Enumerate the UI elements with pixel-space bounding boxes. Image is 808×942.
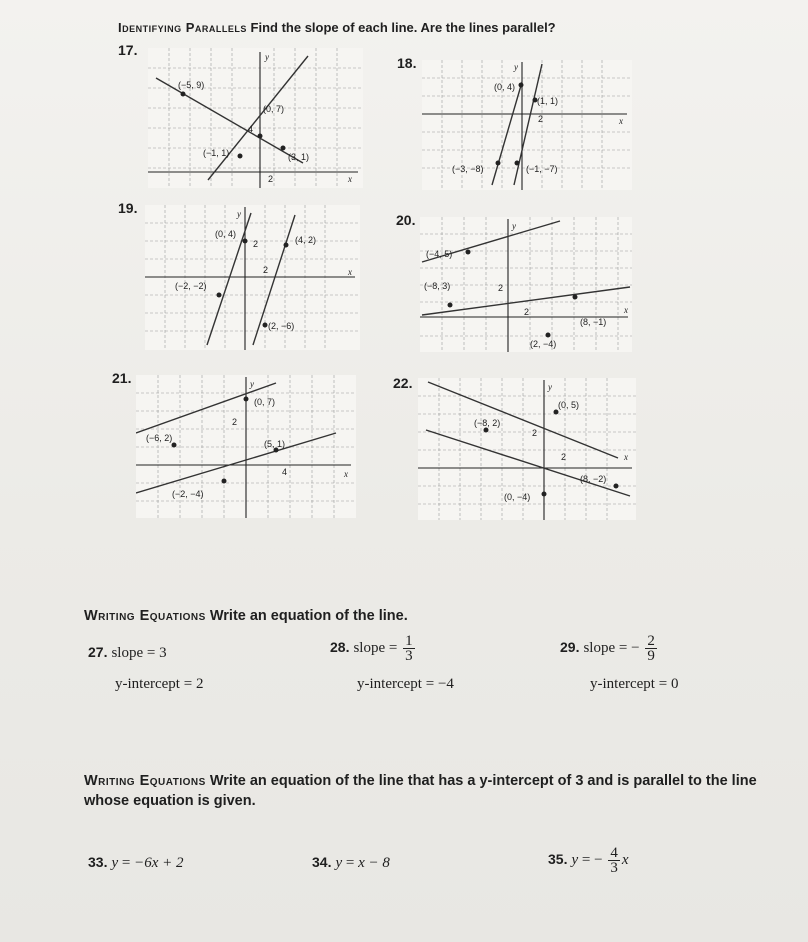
axis-label-y: y [548, 382, 552, 392]
graph-18-svg [422, 60, 632, 190]
graph-22 [418, 378, 636, 520]
line-a [156, 78, 303, 163]
problem-number-22: 22. [393, 375, 413, 391]
section-writing-equations-heading [84, 608, 408, 624]
section-title: Writing Equations [84, 608, 206, 624]
axis-label-y: y [265, 52, 269, 62]
axis-label-y: y [512, 221, 516, 231]
tick-label: 2 [498, 283, 504, 293]
graph-18 [422, 60, 632, 190]
axis-label-x: x [624, 452, 628, 462]
point-label: (8, −1) [580, 317, 607, 327]
point-label: (2, −6) [268, 321, 295, 331]
problem-number-18: 18. [397, 55, 417, 71]
slope-fraction: $\frac{1}{3}$ [405, 633, 413, 664]
axis-label-x: x [348, 174, 352, 184]
tick-label: 4 [248, 124, 254, 134]
point-label: (−8, 3) [424, 281, 451, 291]
section-instruction: Write an equation of the line that has a y-intercept of 3 and is parallel to the line whose equation is given. [84, 773, 757, 809]
point-label: (0, 5) [558, 400, 580, 410]
grid-lines [148, 48, 363, 188]
slope-fraction: $\frac{2}{9}$ [647, 633, 655, 664]
point-label: (4, 2) [295, 235, 317, 245]
axis-label-y: y [514, 62, 518, 72]
point [258, 134, 263, 139]
point-label: (−6, 2) [146, 433, 173, 443]
tick-label: 2 [532, 428, 538, 438]
point [181, 92, 186, 97]
point-label: (0, 7) [263, 104, 285, 114]
problem-number-20: 20. [396, 212, 416, 228]
exercise-27-slope: 27. slope = 3 [88, 644, 167, 661]
graph-19-svg [145, 205, 360, 350]
point-label: (−8, 2) [474, 418, 501, 428]
point-label: (−3, −8) [452, 164, 484, 174]
section-instruction: Write an equation of the line. [209, 608, 408, 624]
tick-label: 2 [263, 265, 269, 275]
problem-number-21: 21. [112, 370, 132, 386]
point-label: (8, −2) [580, 474, 607, 484]
section-identifying-parallels-heading [118, 20, 556, 35]
point-label: (−1, 1) [203, 148, 230, 158]
tick-label: 2 [232, 417, 238, 427]
axis-label-y: y [237, 209, 241, 219]
axis-label-x: x [624, 305, 628, 315]
point-label: (0, 4) [494, 82, 516, 92]
axis-label-y: y [250, 379, 254, 389]
graph-21-svg [136, 375, 356, 518]
exercise-29-slope: 29. slope = − $\frac{2}{9}$ [560, 633, 655, 664]
section-instruction: Find the slope of each line. Are the lines parallel? [250, 20, 556, 35]
point-label: (−2, −4) [172, 489, 204, 499]
axis-label-x: x [348, 267, 352, 277]
tick-label: 4 [282, 467, 288, 477]
point-label: (5, 1) [264, 439, 286, 449]
tick-label: 2 [253, 239, 259, 249]
point-label: (1, 1) [537, 96, 559, 106]
graph-20 [420, 217, 632, 352]
point-label: (0, 7) [254, 397, 276, 407]
point-label: (3, 1) [288, 152, 310, 162]
exercise-35: 35. y = − $\frac{4}{3}$ x [548, 845, 629, 876]
coefficient-fraction: $\frac{4}{3}$ [610, 845, 618, 876]
graph-19 [145, 205, 360, 350]
point [281, 146, 286, 151]
point-label: (−5, 9) [178, 80, 205, 90]
line-a [136, 383, 276, 433]
graph-17-svg [148, 48, 363, 188]
graph-21 [136, 375, 356, 518]
point-label: (2, −4) [530, 339, 557, 349]
graph-20-svg [420, 217, 632, 352]
point-label: (−1, −7) [526, 164, 558, 174]
exercise-28-slope: 28. slope = $\frac{1}{3}$ [330, 633, 413, 664]
axis-label-x: x [619, 116, 623, 126]
point-label: (0, −4) [504, 492, 531, 502]
graph-22-svg [418, 378, 636, 520]
section-title: Identifying Parallels [118, 20, 247, 35]
tick-label: 2 [538, 114, 544, 124]
exercise-33: 33. y = −6x + 2 [88, 854, 184, 871]
tick-label: 2 [561, 452, 567, 462]
exercise-29-intercept: y-intercept = 0 [590, 676, 679, 692]
graph-17 [148, 48, 363, 188]
problem-number-19: 19. [118, 200, 138, 216]
point-label: (0, 4) [215, 229, 237, 239]
axis-label-x: x [344, 469, 348, 479]
exercise-27-intercept: y-intercept = 2 [115, 676, 204, 692]
section-title: Writing Equations [84, 773, 206, 789]
point-label: (−4, 5) [426, 249, 453, 259]
problem-number-17: 17. [118, 42, 138, 58]
exercise-34: 34. y = x − 8 [312, 854, 390, 871]
point-label: (−2, −2) [175, 281, 207, 291]
section-writing-equations-parallel-heading [84, 771, 764, 811]
tick-label: 2 [524, 307, 530, 317]
tick-label: 2 [268, 174, 274, 184]
point [238, 154, 243, 159]
exercise-28-intercept: y-intercept = −4 [357, 676, 454, 692]
